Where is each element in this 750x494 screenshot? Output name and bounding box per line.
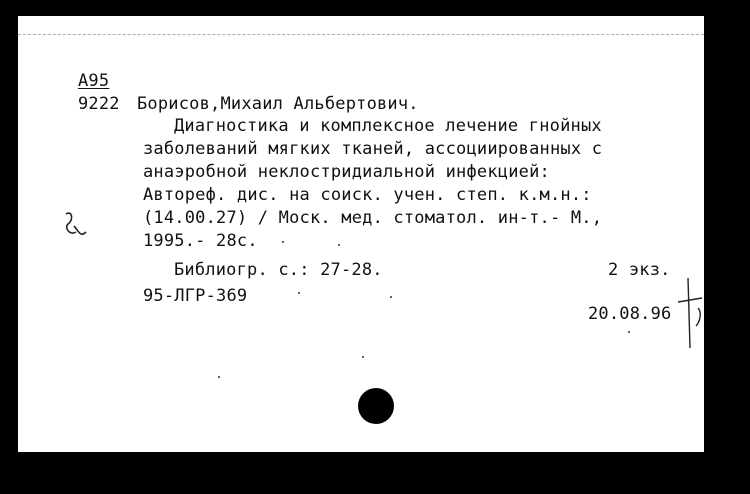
title-line: заболеваний мягких тканей, ассоциированных с: [143, 139, 603, 159]
title-line: Автореф. дис. на соиск. учен. степ. к.м.н.:: [143, 185, 592, 205]
catalog-card: [18, 16, 704, 452]
card-top-dashed-line: [18, 34, 704, 36]
handwritten-mark: [62, 208, 92, 242]
card-punch-hole: [358, 388, 394, 424]
date-stamp: 20.08.96: [588, 304, 672, 324]
title-line: 1995.- 28с.: [143, 231, 258, 251]
handwritten-mark-right: [674, 278, 704, 348]
title-line: (14.00.27) / Моск. мед. стоматол. ин-т.- М.,: [143, 208, 603, 228]
copies-count: 2 экз.: [608, 260, 671, 280]
speck: [298, 292, 300, 294]
author-heading: Борисов,Михаил Альбертович.: [137, 94, 419, 114]
bibliography-note: Библиогр. с.: 27-28.: [174, 260, 383, 280]
speck: [338, 244, 340, 246]
inventory-number: 9222: [78, 94, 120, 114]
speck: [390, 296, 392, 298]
speck: [218, 376, 220, 378]
title-line: Диагностика и комплексное лечение гнойных: [174, 116, 602, 136]
shelfmark: А95: [78, 71, 110, 91]
speck: [362, 356, 364, 358]
speck: [282, 241, 284, 243]
speck: [628, 331, 630, 333]
catalog-code: 95-ЛГР-369: [143, 286, 248, 306]
title-line: анаэробной неклостридиальной инфекцией:: [143, 162, 550, 182]
